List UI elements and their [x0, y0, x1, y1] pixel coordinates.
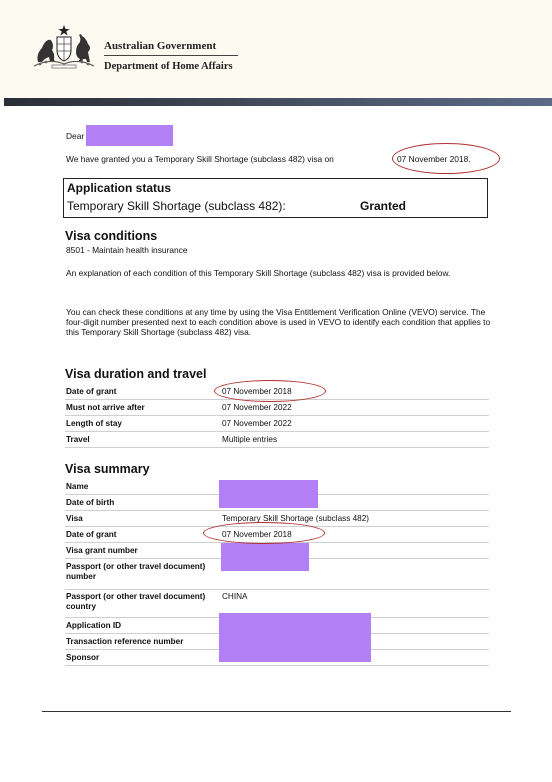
table-row: Must not arrive after 07 November 2022 [65, 400, 489, 416]
table-row: Travel Multiple entries [65, 432, 489, 448]
table-row: Visa grant number [65, 543, 489, 559]
condition-item: 8501 - Maintain health insurance [66, 245, 188, 255]
redacted-application-details [219, 613, 371, 662]
summary-heading: Visa summary [65, 462, 150, 476]
redacted-grant-passport-number [221, 543, 309, 571]
granted-date: 07 November 2018. [397, 154, 471, 164]
letterhead [0, 0, 552, 104]
table-row: Name [65, 479, 489, 495]
table-row: Date of grant 07 November 2018 [65, 384, 489, 400]
table-row: Passport (or other travel document) country CHINA [65, 590, 489, 618]
department-name: Department of Home Affairs [104, 61, 233, 72]
footer-divider [42, 711, 511, 712]
table-row: Length of stay 07 November 2022 [65, 416, 489, 432]
salutation: Dear [66, 131, 85, 141]
conditions-heading: Visa conditions [65, 229, 158, 243]
table-row: Date of grant 07 November 2018 [65, 527, 489, 543]
table-row: Transaction reference number [65, 634, 489, 650]
coat-of-arms-icon [30, 24, 98, 70]
status-title: Application status [67, 181, 172, 195]
annotation-circle [392, 143, 500, 174]
status-value: Granted [360, 199, 407, 213]
annotation-circle [214, 380, 326, 402]
header-bar [4, 98, 552, 106]
conditions-explanation: An explanation of each condition of this Temporary Skill Shortage (subclass 482) visa is provided below. [66, 268, 451, 278]
letterhead-divider [104, 55, 238, 56]
table-row: Passport (or other travel document) number [65, 559, 489, 590]
table-row: Visa Temporary Skill Shortage (subclass 482) [65, 511, 489, 527]
granted-sentence: We have granted you a Temporary Skill Shortage (subclass 482) visa on [66, 154, 334, 164]
table-row: Application ID [65, 618, 489, 634]
redacted-recipient-name [86, 125, 173, 146]
vevo-paragraph: You can check these conditions at any time by using the Visa Entitlement Verification Online (VEVO) service. The four-digit number presented next to each condition above is used in VEVO to identify each condition that applies to this Temporary Skill Shortage (subclass 482) visa. [66, 307, 491, 337]
government-name: Australian Government [104, 40, 217, 52]
application-status-box [63, 178, 488, 218]
redacted-name-dob [219, 480, 318, 508]
table-row: Sponsor [65, 650, 489, 666]
table-row: Date of birth [65, 495, 489, 511]
annotation-circle [203, 522, 325, 544]
status-label: Temporary Skill Shortage (subclass 482): [67, 199, 286, 213]
duration-heading: Visa duration and travel [65, 367, 207, 381]
